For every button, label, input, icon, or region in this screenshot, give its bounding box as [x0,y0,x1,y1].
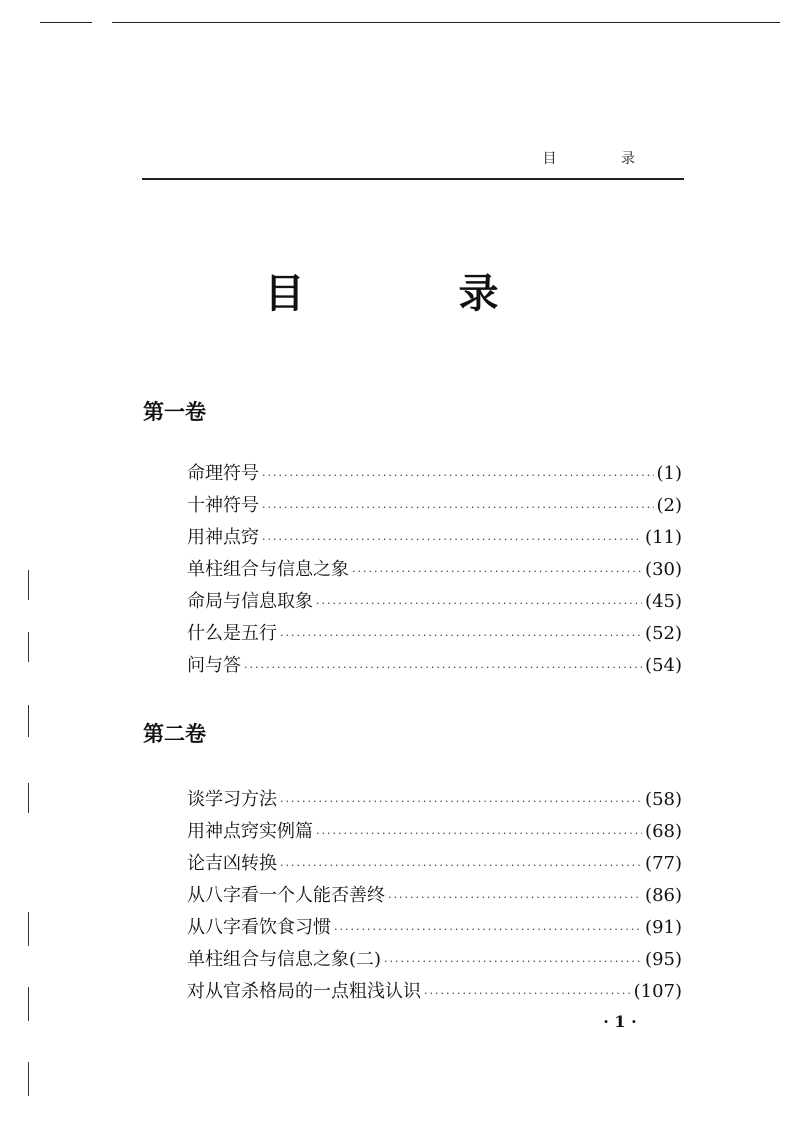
toc-entry-title: 什么是五行 [187,623,277,644]
dot-leader [424,978,631,1010]
toc-entry-page: (86) [645,885,682,906]
toc-entry[interactable] [187,490,682,522]
toc-entry-page: (77) [645,853,682,874]
margin-scan-mark [28,570,29,600]
toc-entry[interactable] [187,976,682,1008]
dot-leader [334,914,642,946]
toc-entry-page: (54) [645,655,682,676]
toc-entry[interactable] [187,784,682,816]
toc-entry-title: 单柱组合与信息之象(二) [187,949,382,970]
toc-entry-page: (30) [645,559,682,580]
toc-entry-title: 命理符号 [187,463,259,484]
toc-entry[interactable] [187,522,682,554]
toc-entry[interactable] [187,912,682,944]
dot-leader [280,850,642,882]
toc-entry[interactable] [187,458,682,490]
margin-scan-mark [28,987,29,1021]
toc-entry-title: 用神点窍 [187,527,259,548]
toc-entry-page: (58) [645,789,682,810]
toc-entry-title: 论吉凶转换 [187,853,277,874]
volume-2-entries [187,784,682,1008]
toc-entry-page: (95) [645,949,682,970]
toc-entry-page: (107) [633,981,682,1002]
toc-entry[interactable] [187,944,682,976]
toc-entry[interactable] [187,848,682,880]
dot-leader [244,652,642,684]
margin-scan-mark [28,1062,29,1096]
margin-scan-mark [28,912,29,946]
dot-leader [388,882,642,914]
toc-entry-title: 谈学习方法 [187,789,277,810]
margin-scan-mark [28,632,29,662]
toc-entry-page: (45) [645,591,682,612]
toc-entry-title: 用神点窍实例篇 [187,821,313,842]
toc-entry[interactable] [187,586,682,618]
toc-entry-page: (52) [645,623,682,644]
toc-entry-page: (91) [645,917,682,938]
volume-title-1: 第一卷 [143,399,206,424]
dot-leader [384,946,642,978]
running-head: 目 录 [542,151,665,167]
toc-entry-page: (68) [645,821,682,842]
volume-1-entries [187,458,682,682]
toc-entry[interactable] [187,816,682,848]
dot-leader [352,556,642,588]
dot-leader [280,620,642,652]
toc-entry-page: (11) [645,527,682,548]
dot-leader [316,588,642,620]
margin-scan-mark [28,705,29,737]
header-rule [142,178,684,180]
dot-leader [262,492,654,524]
toc-entry-title: 对从官杀格局的一点粗浅认识 [187,981,421,1002]
toc-entry-title: 十神符号 [187,495,259,516]
top-rule [112,22,780,23]
toc-entry-title: 单柱组合与信息之象 [187,559,349,580]
toc-entry[interactable] [187,618,682,650]
volume-title-2: 第二卷 [143,721,206,746]
dot-leader [262,524,642,556]
toc-entry[interactable] [187,880,682,912]
page-number: · 1 · [603,1012,637,1031]
toc-entry-page: (2) [656,495,682,516]
toc-entry-title: 从八字看饮食习惯 [187,917,331,938]
dot-leader [316,818,642,850]
toc-entry[interactable] [187,554,682,586]
margin-scan-mark [28,783,29,813]
top-rule-left [40,22,92,23]
toc-entry-title: 问与答 [187,655,241,676]
page-title: 目 录 [264,270,569,317]
dot-leader [262,460,654,492]
toc-entry[interactable] [187,650,682,682]
toc-entry-title: 从八字看一个人能否善终 [187,885,385,906]
dot-leader [280,786,642,818]
toc-entry-title: 命局与信息取象 [187,591,313,612]
toc-entry-page: (1) [656,463,682,484]
